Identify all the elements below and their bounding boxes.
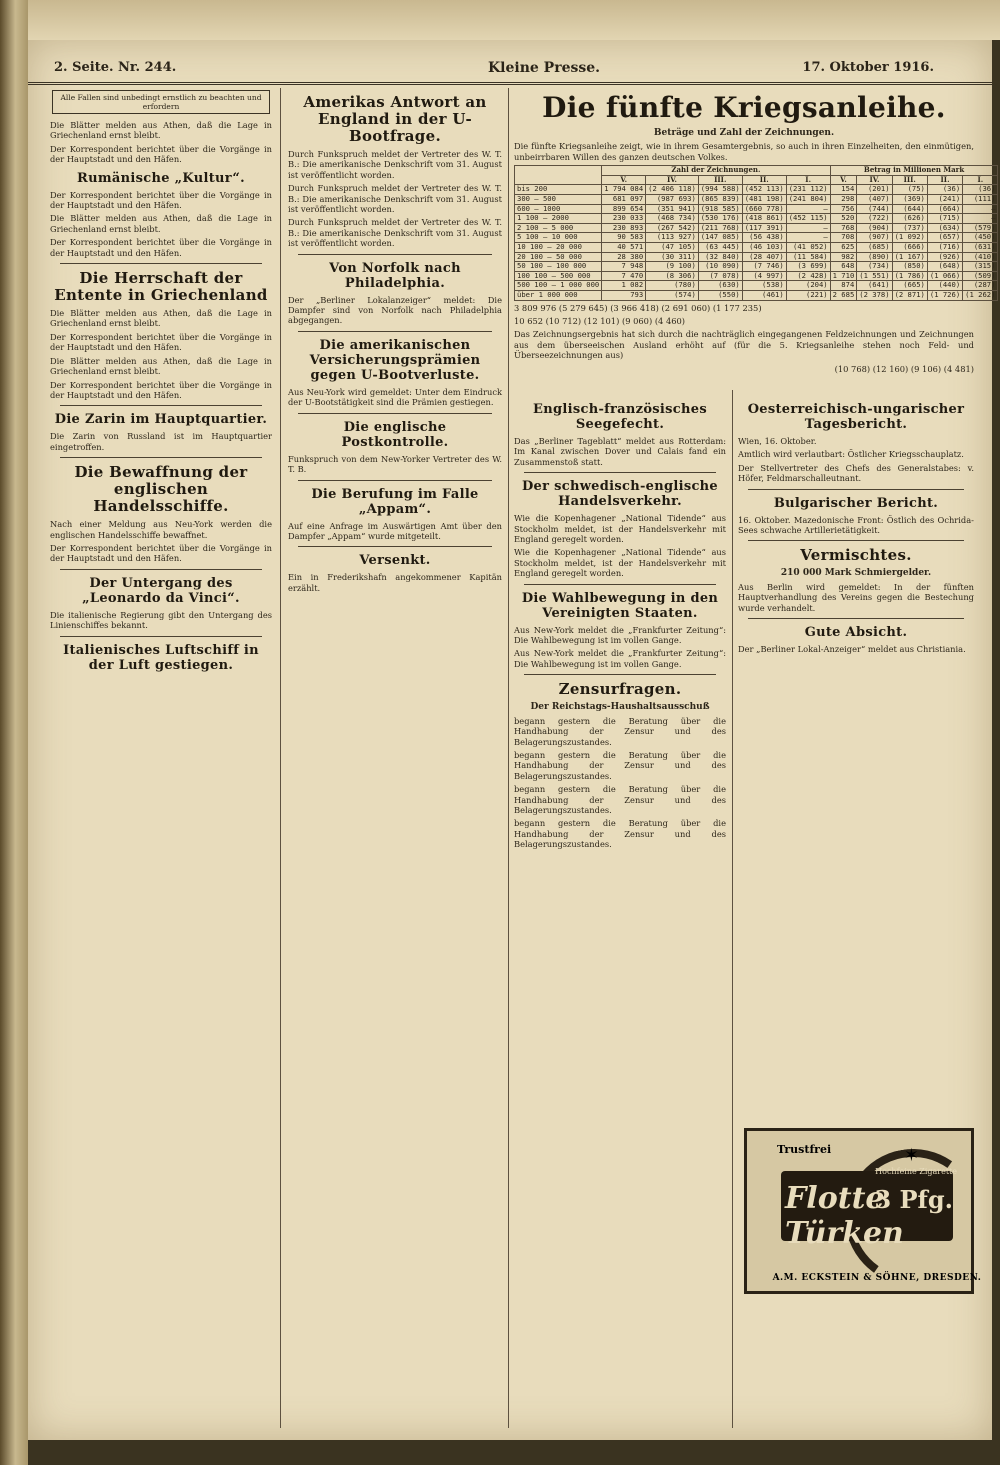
article-paragraph: Der Korrespondent berichtet über die Vorgänge in der Hauptstadt und den Häfen. xyxy=(50,379,272,400)
table-cell: — xyxy=(963,204,998,214)
table-cell: 10 100 – 20 000 xyxy=(515,242,602,252)
table-cell: (41 052) xyxy=(786,242,830,252)
table-cell: (2 378) xyxy=(857,290,892,300)
table-cell: — xyxy=(786,204,830,214)
table-cell: (47 105) xyxy=(646,242,699,252)
ad-tagline: Trustfrei xyxy=(777,1143,832,1156)
divider xyxy=(298,254,492,255)
table-cell: (468 734) xyxy=(646,214,699,224)
table-cell: 90 583 xyxy=(602,233,646,243)
table-cell: 648 xyxy=(830,262,857,272)
table-cell: 28 380 xyxy=(602,252,646,262)
table-total-amount: 10 652 (10 712) (12 101) (9 060) (4 460) xyxy=(514,315,686,326)
table-cell: (315) xyxy=(963,262,998,272)
table-cell: (744) xyxy=(857,204,892,214)
table-footnote: Das Zeichnungsergebnis hat sich durch die nachträglich eingegangenen Feldzeichnungen und Zeichnungen aus dem überseeischen Ausland erhöht auf (für die 5. Kriegsanleihe stehen noch Feld- und Überseezeichnungen aus) xyxy=(514,329,974,361)
divider xyxy=(748,489,964,490)
headline-versenkt: Versenkt. xyxy=(359,553,431,569)
table-header: II. xyxy=(742,175,786,185)
table-cell: (987 693) xyxy=(646,195,699,205)
table-header: Betrag in Millionen Mark xyxy=(830,166,998,176)
table-header: III. xyxy=(892,175,927,185)
article-paragraph: Durch Funkspruch meldet der Vertreter des W. T. B.: Die amerikanische Denkschrift vom 31. August ist veröffentlicht worden. xyxy=(288,217,502,249)
column-rule xyxy=(732,390,733,1428)
article-paragraph: Durch Funkspruch meldet der Vertreter des W. T. B.: Die amerikanische Denkschrift vom 31. August ist veröffentlicht worden. xyxy=(288,149,502,180)
table-header: Zahl der Zeichnungen. xyxy=(602,166,830,176)
table-cell: (648) xyxy=(927,262,962,272)
table-row xyxy=(515,242,998,252)
table-cell: (1 551) xyxy=(857,271,892,281)
table-cell: — xyxy=(786,233,830,243)
table-cell: (918 585) xyxy=(698,204,742,214)
table-cell: 874 xyxy=(830,281,857,291)
table-cell: (113 927) xyxy=(646,233,699,243)
divider xyxy=(60,405,262,406)
table-cell: (994 588) xyxy=(698,185,742,195)
article-paragraph: Aus Berlin wird gemeldet: In der fünften Hauptverhandlung des Vereins gegen die Bestechung wurde verhandelt. xyxy=(738,581,974,613)
table-header: IV. xyxy=(857,175,892,185)
table-cell: 756 xyxy=(830,204,857,214)
article-paragraph: Die Zarin von Russland ist im Hauptquartier eingetroffen. xyxy=(50,431,272,452)
table-cell: (737) xyxy=(892,223,927,233)
table-cell: (664) xyxy=(927,204,962,214)
headline-bewaffnung: Die Bewaffnung der englischen Handelsschiffe. xyxy=(74,463,248,516)
headline-tagesbericht: Oesterreichisch-ungarischer Tagesbericht. xyxy=(747,402,965,432)
table-cell: (716) xyxy=(927,242,962,252)
notice-box: Alle Fallen sind unbedingt ernstlich zu beachten und erfordern xyxy=(52,90,270,114)
war-loan-section xyxy=(514,88,996,388)
table-cell: (63 445) xyxy=(698,242,742,252)
table-cell: (7 746) xyxy=(742,262,786,272)
table-cell: (904) xyxy=(857,223,892,233)
divider xyxy=(298,331,492,332)
table-cell: 298 xyxy=(830,195,857,205)
table-row xyxy=(515,281,998,291)
article-paragraph: Der „Berliner Lokalanzeiger“ meldet: Die Dampfer sind von Norfolk nach Philadelphia abgegangen. xyxy=(288,294,502,326)
table-cell: (865 839) xyxy=(698,195,742,205)
headline-zarin: Die Zarin im Hauptquartier. xyxy=(54,412,268,428)
table-cell: 1 082 xyxy=(602,281,646,291)
table-cell: (538) xyxy=(742,281,786,291)
divider xyxy=(524,472,716,473)
headline-leonardo: Der Untergang des „Leonardo da Vinci“. xyxy=(82,575,240,606)
table-row xyxy=(515,290,998,300)
table-cell: 768 xyxy=(830,223,857,233)
ad-small-text: Hochfeine Zigarette xyxy=(875,1167,957,1176)
table-cell: 2 685 xyxy=(830,290,857,300)
table-cell: (241) xyxy=(927,195,962,205)
table-cell: (641) xyxy=(857,281,892,291)
divider xyxy=(60,636,262,637)
table-cell: (452 115) xyxy=(786,214,830,224)
article-paragraph: Die italienische Regierung gibt den Untergang des Linienschiffes bekannt. xyxy=(50,609,272,631)
headline-handelsverkehr: Der schwedisch-englische Handelsverkehr. xyxy=(521,479,719,510)
table-cell: (30 311) xyxy=(646,252,699,262)
table-cell: (56 438) xyxy=(742,233,786,243)
table-cell: 20 100 – 50 000 xyxy=(515,252,602,262)
article-paragraph: Die Blätter melden aus Athen, daß die Lage in Griechenland ernst bleibt. xyxy=(50,213,272,234)
table-cell: 625 xyxy=(830,242,857,252)
headline-appam: Die Berufung im Falle „Appam“. xyxy=(311,486,479,517)
table-cell: (351 941) xyxy=(646,204,699,214)
table-cell: (574) xyxy=(646,290,699,300)
table-cell: (407) xyxy=(857,195,892,205)
table-cell: 600 – 1000 xyxy=(515,204,602,214)
column-2 xyxy=(288,88,502,1428)
table-cell: (440) xyxy=(927,281,962,291)
table-cell: 154 xyxy=(830,185,857,195)
article-paragraph: Die Blätter melden aus Athen, daß die Lage in Griechenland ernst bleibt. xyxy=(50,355,272,377)
table-row xyxy=(515,262,998,272)
table-cell: (241 804) xyxy=(786,195,830,205)
subheadline-schmiergelder: 210 000 Mark Schmiergelder. xyxy=(780,568,932,579)
table-cell: (907) xyxy=(857,233,892,243)
divider xyxy=(298,546,492,547)
article-paragraph: begann gestern die Beratung über die Handhabung der Zensur und des Belagerungszustandes. xyxy=(514,784,726,815)
masthead xyxy=(28,54,992,85)
table-cell: 793 xyxy=(602,290,646,300)
article-paragraph: Das „Berliner Tageblatt“ meldet aus Rotterdam: Im Kanal zwischen Dover und Calais fand ein Zusammenstoß statt. xyxy=(514,436,726,467)
headline-wahlbewegung: Die Wahlbewegung in den Vereinigten Staaten. xyxy=(521,590,719,621)
article-paragraph: begann gestern die Beratung über die Handhabung der Zensur und des Belagerungszustandes. xyxy=(514,749,726,781)
table-cell: 40 571 xyxy=(602,242,646,252)
table-cell: (28 407) xyxy=(742,252,786,262)
table-header xyxy=(515,166,602,185)
table-header: V. xyxy=(830,175,857,185)
column-4 xyxy=(514,396,726,1426)
table-cell: (461) xyxy=(742,290,786,300)
table-header: III. xyxy=(698,175,742,185)
article-paragraph: Wie die Kopenhagener „National Tidende“ aus Stockholm meldet, ist der Handelsverkehr mit England geregelt worden. xyxy=(514,547,726,579)
table-cell: (4 997) xyxy=(742,271,786,281)
divider xyxy=(60,569,262,570)
table-cell: (418 861) xyxy=(742,214,786,224)
page-number: 2. Seite. Nr. 244. xyxy=(54,60,177,75)
table-cell: (201) xyxy=(857,185,892,195)
article-paragraph: Der Korrespondent berichtet über die Vorgänge in der Hauptstadt und den Häfen. xyxy=(50,331,272,353)
table-cell: 5 100 – 10 000 xyxy=(515,233,602,243)
column-rule xyxy=(280,88,281,1428)
headline-seegefecht: Englisch-französisches Seegefecht. xyxy=(533,402,707,432)
table-cell: (890) xyxy=(857,252,892,262)
table-cell: (660 778) xyxy=(742,204,786,214)
table-cell: über 1 000 000 xyxy=(515,290,602,300)
table-footnote-values: (10 768) (12 160) (9 106) (4 481) xyxy=(834,363,974,374)
article-paragraph: Der Korrespondent berichtet über die Vorgänge in der Hauptstadt und den Häfen. xyxy=(50,143,272,165)
table-cell: (211 768) xyxy=(698,223,742,233)
table-cell: (10 090) xyxy=(698,262,742,272)
table-header: II. xyxy=(927,175,962,185)
table-cell: (1 167) xyxy=(892,252,927,262)
dateline: Wien, 16. Oktober. xyxy=(738,436,817,446)
table-cell: — xyxy=(963,214,998,224)
table-cell: 1 794 084 xyxy=(602,185,646,195)
headline-versicherung: Die amerikanischen Versicherungsprämien gegen U-Bootverluste. xyxy=(309,337,481,383)
table-cell: (7 078) xyxy=(698,271,742,281)
table-header: V. xyxy=(602,175,646,185)
divider xyxy=(524,674,716,675)
table-cell: (550) xyxy=(698,290,742,300)
article-paragraph: Nach einer Meldung aus Neu-York werden die englischen Handelsschiffe bewaffnet. xyxy=(50,519,272,540)
table-cell: 982 xyxy=(830,252,857,262)
article-paragraph: begann gestern die Beratung über die Handhabung der Zensur und des Belagerungszustandes. xyxy=(514,818,726,850)
ad-maker: A.M. ECKSTEIN & SÖHNE, DRESDEN. xyxy=(772,1273,982,1283)
divider xyxy=(60,263,262,264)
headline-kriegsanleihe: Die fünfte Kriegsanleihe. xyxy=(542,91,946,124)
divider xyxy=(298,480,492,481)
ad-price: 3 Pfg. xyxy=(874,1185,953,1214)
article-paragraph: Der Korrespondent berichtet über die Vorgänge in der Hauptstadt und den Häfen. xyxy=(50,237,272,258)
advertisement-flotte-tuerken xyxy=(744,1128,982,1294)
column-rule xyxy=(508,88,509,1428)
table-row xyxy=(515,214,998,224)
table-cell: bis 200 xyxy=(515,185,602,195)
table-cell: 300 – 500 xyxy=(515,195,602,205)
table-cell: (36) xyxy=(963,185,998,195)
headline-entente-griechenland: Die Herrschaft der Entente in Griechenland xyxy=(54,269,268,305)
table-cell: (3 699) xyxy=(786,262,830,272)
article-paragraph: begann gestern die Beratung über die Handhabung der Zensur und des Belagerungszustandes. xyxy=(514,715,726,747)
table-cell: 230 033 xyxy=(602,214,646,224)
table-cell: (1 786) xyxy=(892,271,927,281)
table-cell: (666) xyxy=(892,242,927,252)
table-cell: (117 391) xyxy=(742,223,786,233)
table-cell: (926) xyxy=(927,252,962,262)
table-cell: (1 262) xyxy=(963,290,998,300)
table-cell: 100 100 – 500 000 xyxy=(515,271,602,281)
table-cell: (657) xyxy=(927,233,962,243)
table-cell: 50 100 – 100 000 xyxy=(515,262,602,272)
table-cell: 230 893 xyxy=(602,223,646,233)
article-paragraph: Funkspruch von dem New-Yorker Vertreter des W. T. B. xyxy=(288,453,502,475)
issue-date: 17. Oktober 1916. xyxy=(802,60,934,75)
article-paragraph: 16. Oktober. Mazedonische Front: Östlich des Ochrida-Sees schwache Artillerietätigkeit. xyxy=(738,514,974,536)
table-cell: 7 948 xyxy=(602,262,646,272)
table-cell: (452 113) xyxy=(742,185,786,195)
table-cell: (450) xyxy=(963,233,998,243)
ad-brand-name: Flotte Türken xyxy=(785,1181,904,1251)
headline-luftschiff: Italienisches Luftschiff in der Luft gestiegen. xyxy=(63,642,259,673)
table-cell: 1 710 xyxy=(830,271,857,281)
table-cell: (715) xyxy=(927,214,962,224)
war-loan-table xyxy=(514,165,998,300)
newspaper-title: Kleine Presse. xyxy=(488,60,601,76)
table-cell: (9 100) xyxy=(646,262,699,272)
table-header: I. xyxy=(786,175,830,185)
table-cell: (2 406 118) xyxy=(646,185,699,195)
table-cell: (631) xyxy=(963,242,998,252)
table-cell: (8 306) xyxy=(646,271,699,281)
table-cell: (369) xyxy=(892,195,927,205)
article-paragraph: Aus New-York meldet die „Frankfurter Zeitung“: Die Wahlbewegung ist im vollen Gange. xyxy=(514,648,726,669)
table-cell: (579) xyxy=(963,223,998,233)
divider xyxy=(60,457,262,458)
table-cell: 2 100 – 5 000 xyxy=(515,223,602,233)
article-paragraph: Der „Berliner Lokal-Anzeiger“ meldet aus Christiania. xyxy=(738,644,966,655)
subheadline-zensur: Der Reichstags-Haushaltsausschuß xyxy=(530,702,710,713)
table-cell: (32 840) xyxy=(698,252,742,262)
table-cell: 1 100 – 2000 xyxy=(515,214,602,224)
table-cell: (46 103) xyxy=(742,242,786,252)
table-cell: (634) xyxy=(927,223,962,233)
headline-postkontrolle: Die englische Postkontrolle. xyxy=(341,419,449,450)
table-cell: (630) xyxy=(698,281,742,291)
table-cell: (734) xyxy=(857,262,892,272)
article-paragraph: Die Blätter melden aus Athen, daß die Lage in Griechenland ernst bleibt. xyxy=(50,120,272,141)
star-icon: ✶ xyxy=(903,1145,919,1166)
table-cell: (204) xyxy=(786,281,830,291)
table-cell: 708 xyxy=(830,233,857,243)
table-cell: (685) xyxy=(857,242,892,252)
table-row xyxy=(515,195,998,205)
table-cell: (147 085) xyxy=(698,233,742,243)
article-paragraph: Aus Neu-York wird gemeldet: Unter dem Eindruck der U-Bootstätigkeit sind die Prämien gestiegen. xyxy=(288,386,502,408)
table-cell: (509) xyxy=(963,271,998,281)
table-cell: (850) xyxy=(892,262,927,272)
headline-gute-absicht: Gute Absicht. xyxy=(804,625,908,641)
table-cell: (530 176) xyxy=(698,214,742,224)
table-cell: 520 xyxy=(830,214,857,224)
headline-amerikas-antwort: Amerikas Antwort an England in der U-Bootfrage. xyxy=(303,93,487,145)
divider xyxy=(524,584,716,585)
article-paragraph: Der Korrespondent berichtet über die Vorgänge in der Hauptstadt und den Häfen. xyxy=(50,189,272,211)
article-paragraph: Durch Funkspruch meldet der Vertreter des W. T. B.: Die amerikanische Denkschrift vom 31. August ist veröffentlicht worden. xyxy=(288,183,502,215)
headline-vermischtes: Vermischtes. xyxy=(800,546,912,565)
article-paragraph: Der Korrespondent berichtet über die Vorgänge in der Hauptstadt und den Häfen. xyxy=(50,542,272,564)
article-paragraph: Die Blätter melden aus Athen, daß die Lage in Griechenland ernst bleibt. xyxy=(50,308,272,329)
table-cell: (1 726) xyxy=(927,290,962,300)
table-cell: (1 066) xyxy=(927,271,962,281)
page-edge-left xyxy=(0,0,28,1465)
article-paragraph: Aus New-York meldet die „Frankfurter Zeitung“: Die Wahlbewegung ist im vollen Gange. xyxy=(514,624,726,646)
newspaper-page xyxy=(28,40,996,1440)
article-paragraph: Auf eine Anfrage im Auswärtigen Amt über den Dampfer „Appam“ wurde mitgeteilt. xyxy=(288,520,502,541)
table-cell: (626) xyxy=(892,214,927,224)
table-total-count: 3 809 976 (5 279 645) (3 966 418) (2 691 060) (1 177 235) xyxy=(514,302,762,313)
headline-zensurfragen: Zensurfragen. xyxy=(558,680,682,699)
table-cell: (75) xyxy=(892,185,927,195)
table-cell: (267 542) xyxy=(646,223,699,233)
table-header: I. xyxy=(963,175,998,185)
table-cell: (665) xyxy=(892,281,927,291)
article-paragraph: Amtlich wird verlautbart: Östlicher Kriegsschauplatz. xyxy=(738,449,964,460)
table-cell: (410) xyxy=(963,252,998,262)
table-cell: (644) xyxy=(892,204,927,214)
divider xyxy=(748,618,964,619)
page-edge-top xyxy=(28,0,1000,40)
headline-norfolk: Von Norfolk nach Philadelphia. xyxy=(329,260,461,291)
article-paragraph: Wie die Kopenhagener „National Tidende“ aus Stockholm meldet, ist der Handelsverkehr mit England geregelt worden. xyxy=(514,513,726,545)
article-paragraph: Ein in Frederikshafn angekommener Kapitän erzählt. xyxy=(288,572,502,593)
table-cell: (722) xyxy=(857,214,892,224)
table-cell: — xyxy=(786,223,830,233)
table-cell: (287) xyxy=(963,281,998,291)
table-cell: (780) xyxy=(646,281,699,291)
subheadline-kriegsanleihe: Beträge und Zahl der Zeichnungen. xyxy=(653,128,835,138)
table-cell: 899 654 xyxy=(602,204,646,214)
table-cell: (111) xyxy=(963,195,998,205)
table-cell: 500 100 – 1 000 000 xyxy=(515,281,602,291)
article-paragraph: Die fünfte Kriegsanleihe zeigt, wie in ihrem Gesamtergebnis, so auch in ihren Einzelheiten, den einmütigen, unbeirrbaren Willen des ganzen deutschen Volkes. xyxy=(514,141,974,162)
table-cell: (2 428) xyxy=(786,271,830,281)
table-cell: (36) xyxy=(927,185,962,195)
headline-rumaenische-kultur: Rumänische „Kultur“. xyxy=(77,170,245,186)
article-paragraph: Der Stellvertreter des Chefs des Generalstabes: v. Höfer, Feldmarschalleutnant. xyxy=(738,462,974,484)
table-cell: 681 097 xyxy=(602,195,646,205)
table-cell: (231 112) xyxy=(786,185,830,195)
divider xyxy=(298,413,492,414)
table-cell: (11 584) xyxy=(786,252,830,262)
headline-bulgarischer-bericht: Bulgarischer Bericht. xyxy=(773,495,939,511)
table-cell: 7 470 xyxy=(602,271,646,281)
table-cell: (221) xyxy=(786,290,830,300)
column-1 xyxy=(50,88,272,1428)
table-cell: (2 871) xyxy=(892,290,927,300)
divider xyxy=(748,540,964,541)
table-cell: (481 198) xyxy=(742,195,786,205)
table-cell: (1 092) xyxy=(892,233,927,243)
table-header: IV. xyxy=(646,175,699,185)
